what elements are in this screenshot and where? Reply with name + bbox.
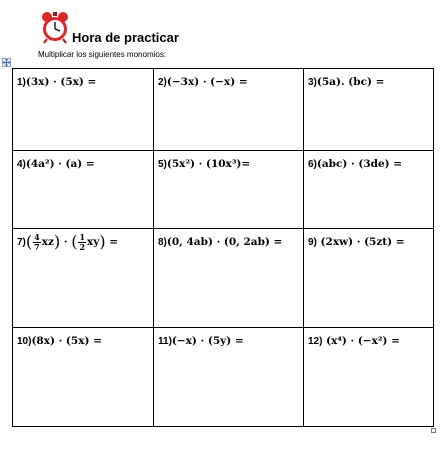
resize-handle-icon[interactable] (431, 428, 436, 433)
move-arrows-icon[interactable] (2, 58, 11, 67)
exercise-cell[interactable]: 8)(0, 4ab) · (0, 2ab) = (154, 229, 304, 328)
exercise-cell[interactable]: 4)(4a²) · (a) = (13, 151, 154, 229)
worksheet-header (38, 10, 338, 62)
exercise-cell[interactable]: 9) (2xw) · (5zt) = (304, 229, 434, 328)
problem-expression: (5a). (bc) = (316, 76, 385, 88)
problem-expression: (−x) · (5y) = (171, 335, 244, 347)
problem-expression: (4a²) · (a) = (25, 158, 95, 170)
exercise-cell[interactable]: 2)(−3x) · (−x) = (154, 69, 304, 151)
problem-expression: (8x) · (5x) = (31, 335, 102, 347)
problem-expression: (−3x) · (−x) = (166, 76, 248, 88)
fraction: $\frac{1}{2}$ (79, 231, 86, 252)
exercise-cell[interactable]: 10)(8x) · (5x) = (13, 328, 154, 427)
fraction: $\frac{4}{7}$ (34, 231, 40, 252)
exercise-cell[interactable]: 5)(5x²) · (10x³)= (154, 151, 304, 229)
problem-expression: (5x²) · (10x³)= (166, 158, 251, 170)
exercise-cell[interactable] (13, 229, 154, 328)
problem-expression: (3x) · (5x) = (25, 76, 97, 88)
exercise-table (12, 68, 434, 427)
exercise-cell[interactable]: 12) (x⁴) · (−x²) = (304, 328, 434, 427)
problem-expression: (abc) · (3de) = (316, 158, 403, 170)
problem-expression: (2xw) · (5zt) = (316, 236, 405, 248)
problem-expression: (x⁴) · (−x²) = (322, 335, 400, 347)
exercise-cell[interactable]: 11)(−x) · (5y) = (154, 328, 304, 427)
exercise-cell[interactable]: 3)(5a). (bc) = (304, 69, 434, 151)
alarm-clock-icon (38, 10, 72, 44)
exercise-cell[interactable]: 6)(abc) · (3de) = (304, 151, 434, 229)
problem-expression: (0, 4ab) · (0, 2ab) = (166, 236, 283, 248)
problem-expression: 7)( $\frac{4}{7}$ xz) · ( $\frac{1}{2}$ xy) = (17, 231, 119, 252)
exercise-cell[interactable]: 1)(3x) · (5x) = (13, 69, 154, 151)
instructions: Multiplicar los siguientes monomios: (38, 50, 167, 59)
page-title: Hora de practicar (72, 30, 179, 45)
